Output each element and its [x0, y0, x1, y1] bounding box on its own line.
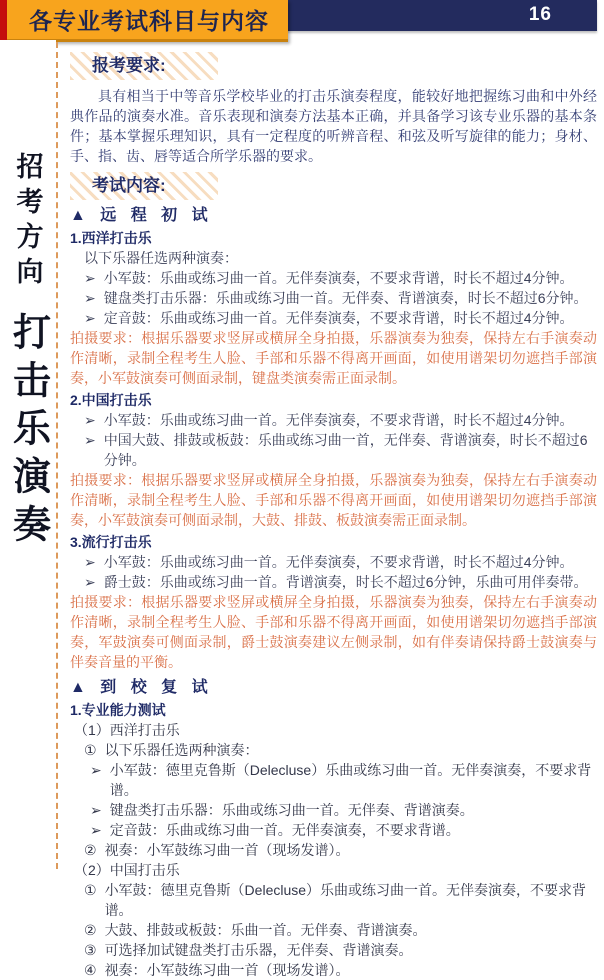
filming-requirements-note: 拍摄要求：根据乐器要求竖屏或横屏全身拍摄，乐器演奏为独奏，保持左右手演奏动作清晰，录制全程考生人脸、手部和乐器不得离开画面，如使用谱架切勿遮挡手部演奏，小军鼓演奏可侧面录制，大鼓、排鼓、板鼓演奏需正面录制。 [70, 472, 597, 528]
group-title-western: （1）西洋打击乐 [74, 722, 180, 738]
exam-bullet [70, 760, 597, 800]
numbered-item [70, 920, 597, 940]
bullet-text: 定音鼓：乐曲或练习曲一首。无伴奏演奏，不要求背谱，时长不超过4分钟。 [103, 310, 574, 326]
circled-number-icon: ③ [84, 942, 97, 958]
item-text: 可选择加试键盘类打击乐器，无伴奏、背谱演奏。 [104, 942, 413, 958]
sidebar [0, 40, 56, 869]
exam-bullet [70, 308, 597, 328]
arrow-bullet-icon: ➢ [90, 762, 102, 778]
item-text: 视奏：小军鼓练习曲一首（现场发谱）。 [104, 842, 350, 858]
item-text: 大鼓、排鼓或板鼓：乐曲一首。无伴奏、背谱演奏。 [104, 922, 427, 938]
arrow-bullet-icon: ➢ [90, 822, 102, 838]
numbered-item [70, 840, 597, 860]
exam-bullet [70, 268, 597, 288]
page-number: 16 [528, 4, 552, 25]
bullet-text: 小军鼓：乐曲或练习曲一首。无伴奏演奏，不要求背谱，时长不超过4分钟。 [103, 270, 574, 286]
arrow-bullet-icon: ➢ [84, 412, 96, 428]
group-title-chinese: （2）中国打击乐 [74, 862, 180, 878]
requirements-heading-box [70, 52, 218, 80]
arrow-bullet-icon: ➢ [84, 554, 96, 570]
arrow-bullet-icon: ➢ [84, 574, 96, 590]
item-text: 以下乐器任选两种演奏： [104, 742, 259, 758]
numbered-item [70, 960, 597, 980]
sidebar-program: 打击乐演奏 [6, 312, 49, 552]
arrow-bullet-icon: ➢ [84, 290, 96, 306]
requirements-heading: 报考要求: [92, 56, 166, 75]
remote-exam-title: ▲ 远 程 初 试 [70, 207, 213, 224]
bullet-text: 键盘类打击乐器：乐曲或练习曲一首。无伴奏、背谱演奏。 [109, 802, 474, 818]
requirements-paragraph: 具有相当于中等音乐学校毕业的打击乐演奏程度，能较好地把握练习曲和中外经典作品的演奏水准。音乐表现和演奏方法基本正确，并具备学习该专业乐器的基本条件；基本掌握乐理知识，具有一定程度的听辨音程、和弦及听写旋律的能力；身材、手、指、齿、唇等适合所学乐器的要求。 [70, 88, 597, 164]
page-title-box [7, 0, 288, 42]
bullet-text: 键盘类打击乐器：乐曲或练习曲一首。无伴奏、背谱演奏，时长不超过6分钟。 [103, 290, 588, 306]
section-title-western: 1.西洋打击乐 [70, 230, 152, 246]
exam-bullet [70, 430, 597, 470]
exam-bullet [70, 800, 597, 820]
red-accent-bar [0, 0, 7, 40]
numbered-item [70, 880, 597, 920]
exam-bullet [70, 552, 597, 572]
section-title-chinese: 2.中国打击乐 [70, 392, 152, 408]
main-content [70, 52, 597, 980]
bullet-text: 中国大鼓、排鼓或板鼓：乐曲或练习曲一首，无伴奏、背谱演奏，时长不超过6分钟。 [103, 432, 588, 468]
circled-number-icon: ② [84, 842, 97, 858]
exam-bullet [70, 288, 597, 308]
arrow-bullet-icon: ➢ [84, 432, 96, 448]
circled-number-icon: ① [84, 742, 97, 758]
filming-requirements-note: 拍摄要求：根据乐器要求竖屏或横屏全身拍摄，乐器演奏为独奏，保持左右手演奏动作清晰，录制全程考生人脸、手部和乐器不得离开画面，如使用谱架切勿遮挡手部演奏，小军鼓演奏可侧面录制，键盘类演奏需正面录制。 [70, 330, 597, 386]
ability-test-title: 1.专业能力测试 [70, 702, 166, 718]
numbered-item [70, 740, 597, 760]
section-intro: 以下乐器任选两种演奏： [84, 250, 238, 266]
circled-number-icon: ① [84, 882, 97, 898]
page-title: 各专业考试科目与内容 [29, 8, 269, 34]
arrow-bullet-icon: ➢ [84, 270, 96, 286]
arrow-bullet-icon: ➢ [90, 802, 102, 818]
bullet-text: 小军鼓：德里克鲁斯（Delecluse）乐曲或练习曲一首。无伴奏演奏，不要求背谱。 [109, 762, 592, 798]
onsite-exam-title: ▲ 到 校 复 试 [70, 679, 213, 696]
exam-heading-box [70, 172, 218, 200]
arrow-bullet-icon: ➢ [84, 310, 96, 326]
item-text: 视奏：小军鼓练习曲一首（现场发谱）。 [104, 962, 350, 978]
sidebar-label: 招考方向 [12, 152, 43, 292]
item-text: 小军鼓：德里克鲁斯（Delecluse）乐曲或练习曲一首。无伴奏演奏，不要求背谱。 [104, 882, 587, 918]
exam-bullet [70, 572, 597, 592]
exam-bullet [70, 410, 597, 430]
section-title-pop: 3.流行打击乐 [70, 534, 152, 550]
exam-bullet [70, 820, 597, 840]
circled-number-icon: ④ [84, 962, 97, 978]
dashed-divider [56, 42, 58, 869]
numbered-item [70, 940, 597, 960]
bullet-text: 小军鼓：乐曲或练习曲一首。无伴奏演奏，不要求背谱，时长不超过4分钟。 [103, 412, 574, 428]
circled-number-icon: ② [84, 922, 97, 938]
exam-heading: 考试内容: [92, 176, 166, 195]
bullet-text: 小军鼓：乐曲或练习曲一首。无伴奏演奏，不要求背谱，时长不超过4分钟。 [103, 554, 574, 570]
bullet-text: 爵士鼓：乐曲或练习曲一首。背谱演奏，时长不超过6分钟，乐曲可用伴奏带。 [103, 574, 588, 590]
filming-requirements-note: 拍摄要求：根据乐器要求竖屏或横屏全身拍摄，乐器演奏为独奏，保持左右手演奏动作清晰，录制全程考生人脸、手部和乐器不得离开画面，如使用谱架切勿遮挡手部演奏，军鼓演奏可侧面录制，爵士鼓演奏建议左侧录制，如有伴奏请保持爵士鼓演奏与伴奏音量的平衡。 [70, 594, 597, 670]
bullet-text: 定音鼓：乐曲或练习曲一首。无伴奏演奏，不要求背谱。 [109, 822, 460, 838]
